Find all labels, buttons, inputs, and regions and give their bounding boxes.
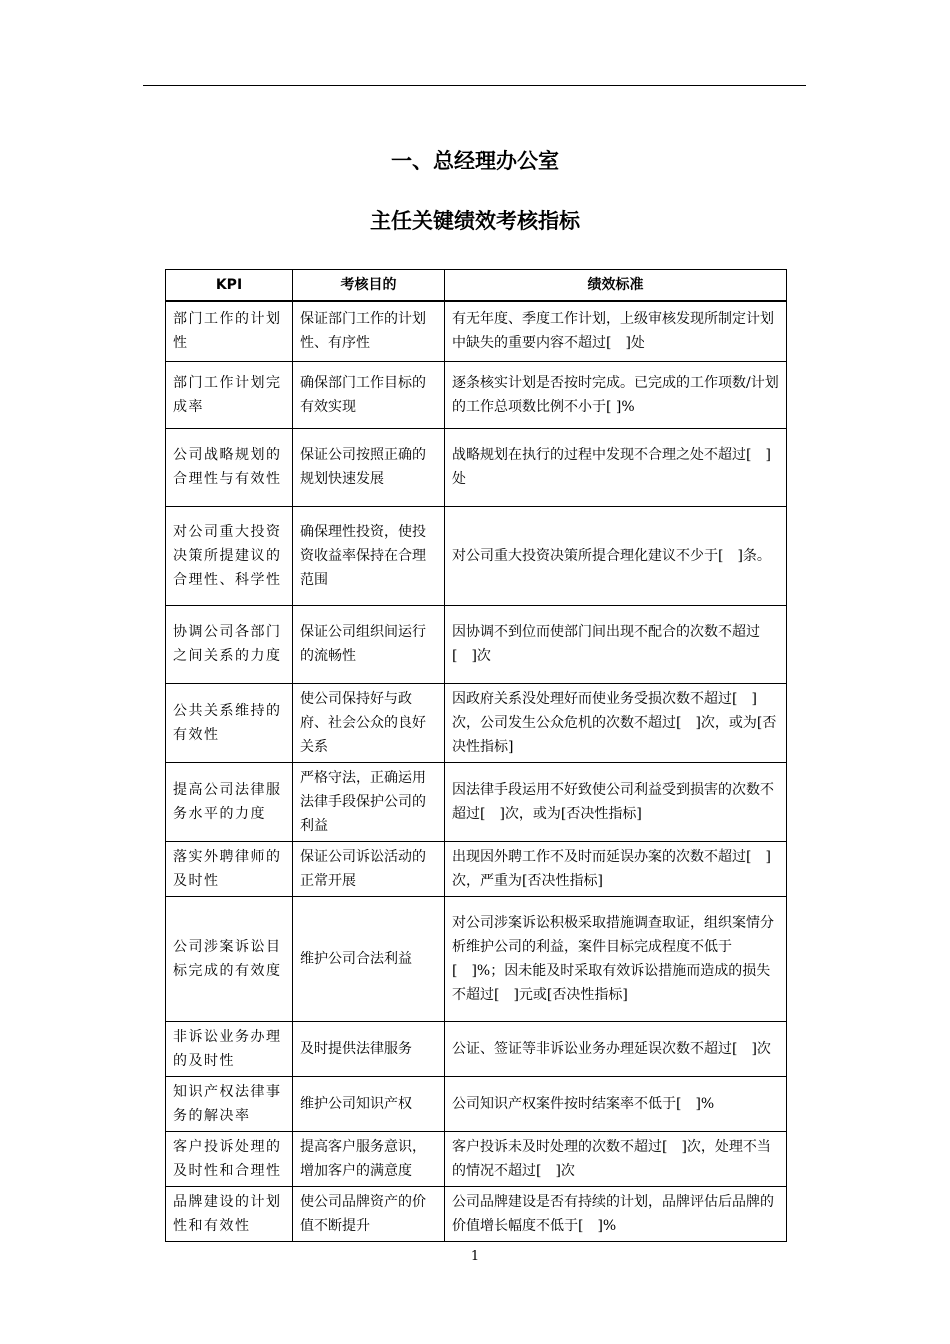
table-row [166, 428, 787, 506]
table-title: 主任关键绩效考核指标 [370, 209, 580, 233]
page-number: 1 [470, 1249, 480, 1264]
standard-cell: 因协调不到位而使部门间出现不配合的次数不超过[ ]次 [445, 605, 787, 683]
table-row [166, 1021, 787, 1076]
purpose-cell: 保证部门工作的计划性、有序性 [293, 301, 445, 361]
standard-cell: 公司品牌建设是否有持续的计划，品牌评估后品牌的价值增长幅度不低于[ ]% [445, 1186, 787, 1241]
table-row [166, 896, 787, 1021]
purpose-cell: 提高客户服务意识，增加客户的满意度 [293, 1131, 445, 1186]
purpose-cell: 维护公司知识产权 [293, 1076, 445, 1131]
standard-cell: 逐条核实计划是否按时完成。已完成的工作项数/计划的工作总项数比例不小于[ ]% [445, 361, 787, 428]
standard-cell: 客户投诉未及时处理的次数不超过[ ]次，处理不当的情况不超过[ ]次 [445, 1131, 787, 1186]
purpose-cell: 维护公司合法利益 [293, 896, 445, 1021]
kpi-cell: 客户投诉处理的及时性和合理性 [166, 1131, 293, 1186]
table-row [166, 605, 787, 683]
table-row [166, 506, 787, 605]
standard-cell: 对公司重大投资决策所提合理化建议不少于[ ]条。 [445, 506, 787, 605]
purpose-cell: 保证公司组织间运行的流畅性 [293, 605, 445, 683]
table-row [166, 1076, 787, 1131]
kpi-cell: 非诉讼业务办理的及时性 [166, 1021, 293, 1076]
kpi-cell: 落实外聘律师的及时性 [166, 841, 293, 896]
kpi-cell: 协调公司各部门之间关系的力度 [166, 605, 293, 683]
section-title: 一、总经理办公室 [391, 149, 559, 173]
header-rule [143, 85, 806, 86]
table-row [166, 841, 787, 896]
kpi-cell: 提高公司法律服务水平的力度 [166, 762, 293, 841]
standard-cell: 因法律手段运用不好致使公司利益受到损害的次数不超过[ ]次，或为[否决性指标] [445, 762, 787, 841]
table-row [166, 301, 787, 361]
standard-cell: 出现因外聘工作不及时而延误办案的次数不超过[ ]次，严重为[否决性指标] [445, 841, 787, 896]
kpi-cell: 部门工作计划完成率 [166, 361, 293, 428]
purpose-cell: 确保理性投资，使投资收益率保持在合理范围 [293, 506, 445, 605]
standard-cell: 战略规划在执行的过程中发现不合理之处不超过[ ]处 [445, 428, 787, 506]
purpose-cell: 确保部门工作目标的有效实现 [293, 361, 445, 428]
header-standard: 绩效标准 [445, 270, 787, 302]
kpi-cell: 公司战略规划的合理性与有效性 [166, 428, 293, 506]
purpose-cell: 及时提供法律服务 [293, 1021, 445, 1076]
kpi-cell: 公司涉案诉讼目标完成的有效度 [166, 896, 293, 1021]
purpose-cell: 严格守法，正确运用法律手段保护公司的利益 [293, 762, 445, 841]
standard-cell: 因政府关系没处理好而使业务受损次数不超过[ ]次，公司发生公众危机的次数不超过[ ]次，或为[否决性指标] [445, 683, 787, 762]
kpi-cell: 品牌建设的计划性和有效性 [166, 1186, 293, 1241]
standard-cell: 对公司涉案诉讼积极采取措施调查取证，组织案情分析维护公司的利益，案件目标完成程度不低于[ ]%；因未能及时采取有效诉讼措施而造成的损失不超过[ ]元或[否决性指标] [445, 896, 787, 1021]
purpose-cell: 保证公司诉讼活动的正常开展 [293, 841, 445, 896]
header-purpose: 考核目的 [293, 270, 445, 302]
kpi-table [165, 269, 787, 1242]
purpose-cell: 保证公司按照正确的规划快速发展 [293, 428, 445, 506]
table-row [166, 1186, 787, 1241]
table-header-row [166, 270, 787, 302]
purpose-cell: 使公司品牌资产的价值不断提升 [293, 1186, 445, 1241]
header-kpi: KPI [166, 270, 293, 302]
table-row [166, 361, 787, 428]
table-row [166, 683, 787, 762]
standard-cell: 公司知识产权案件按时结案率不低于[ ]% [445, 1076, 787, 1131]
table-row [166, 762, 787, 841]
table-row [166, 1131, 787, 1186]
kpi-cell: 知识产权法律事务的解决率 [166, 1076, 293, 1131]
standard-cell: 有无年度、季度工作计划，上级审核发现所制定计划中缺失的重要内容不超过[ ]处 [445, 301, 787, 361]
purpose-cell: 使公司保持好与政府、社会公众的良好关系 [293, 683, 445, 762]
standard-cell: 公证、签证等非诉讼业务办理延误次数不超过[ ]次 [445, 1021, 787, 1076]
kpi-cell: 对公司重大投资决策所提建议的合理性、科学性 [166, 506, 293, 605]
kpi-cell: 公共关系维持的有效性 [166, 683, 293, 762]
kpi-cell: 部门工作的计划性 [166, 301, 293, 361]
